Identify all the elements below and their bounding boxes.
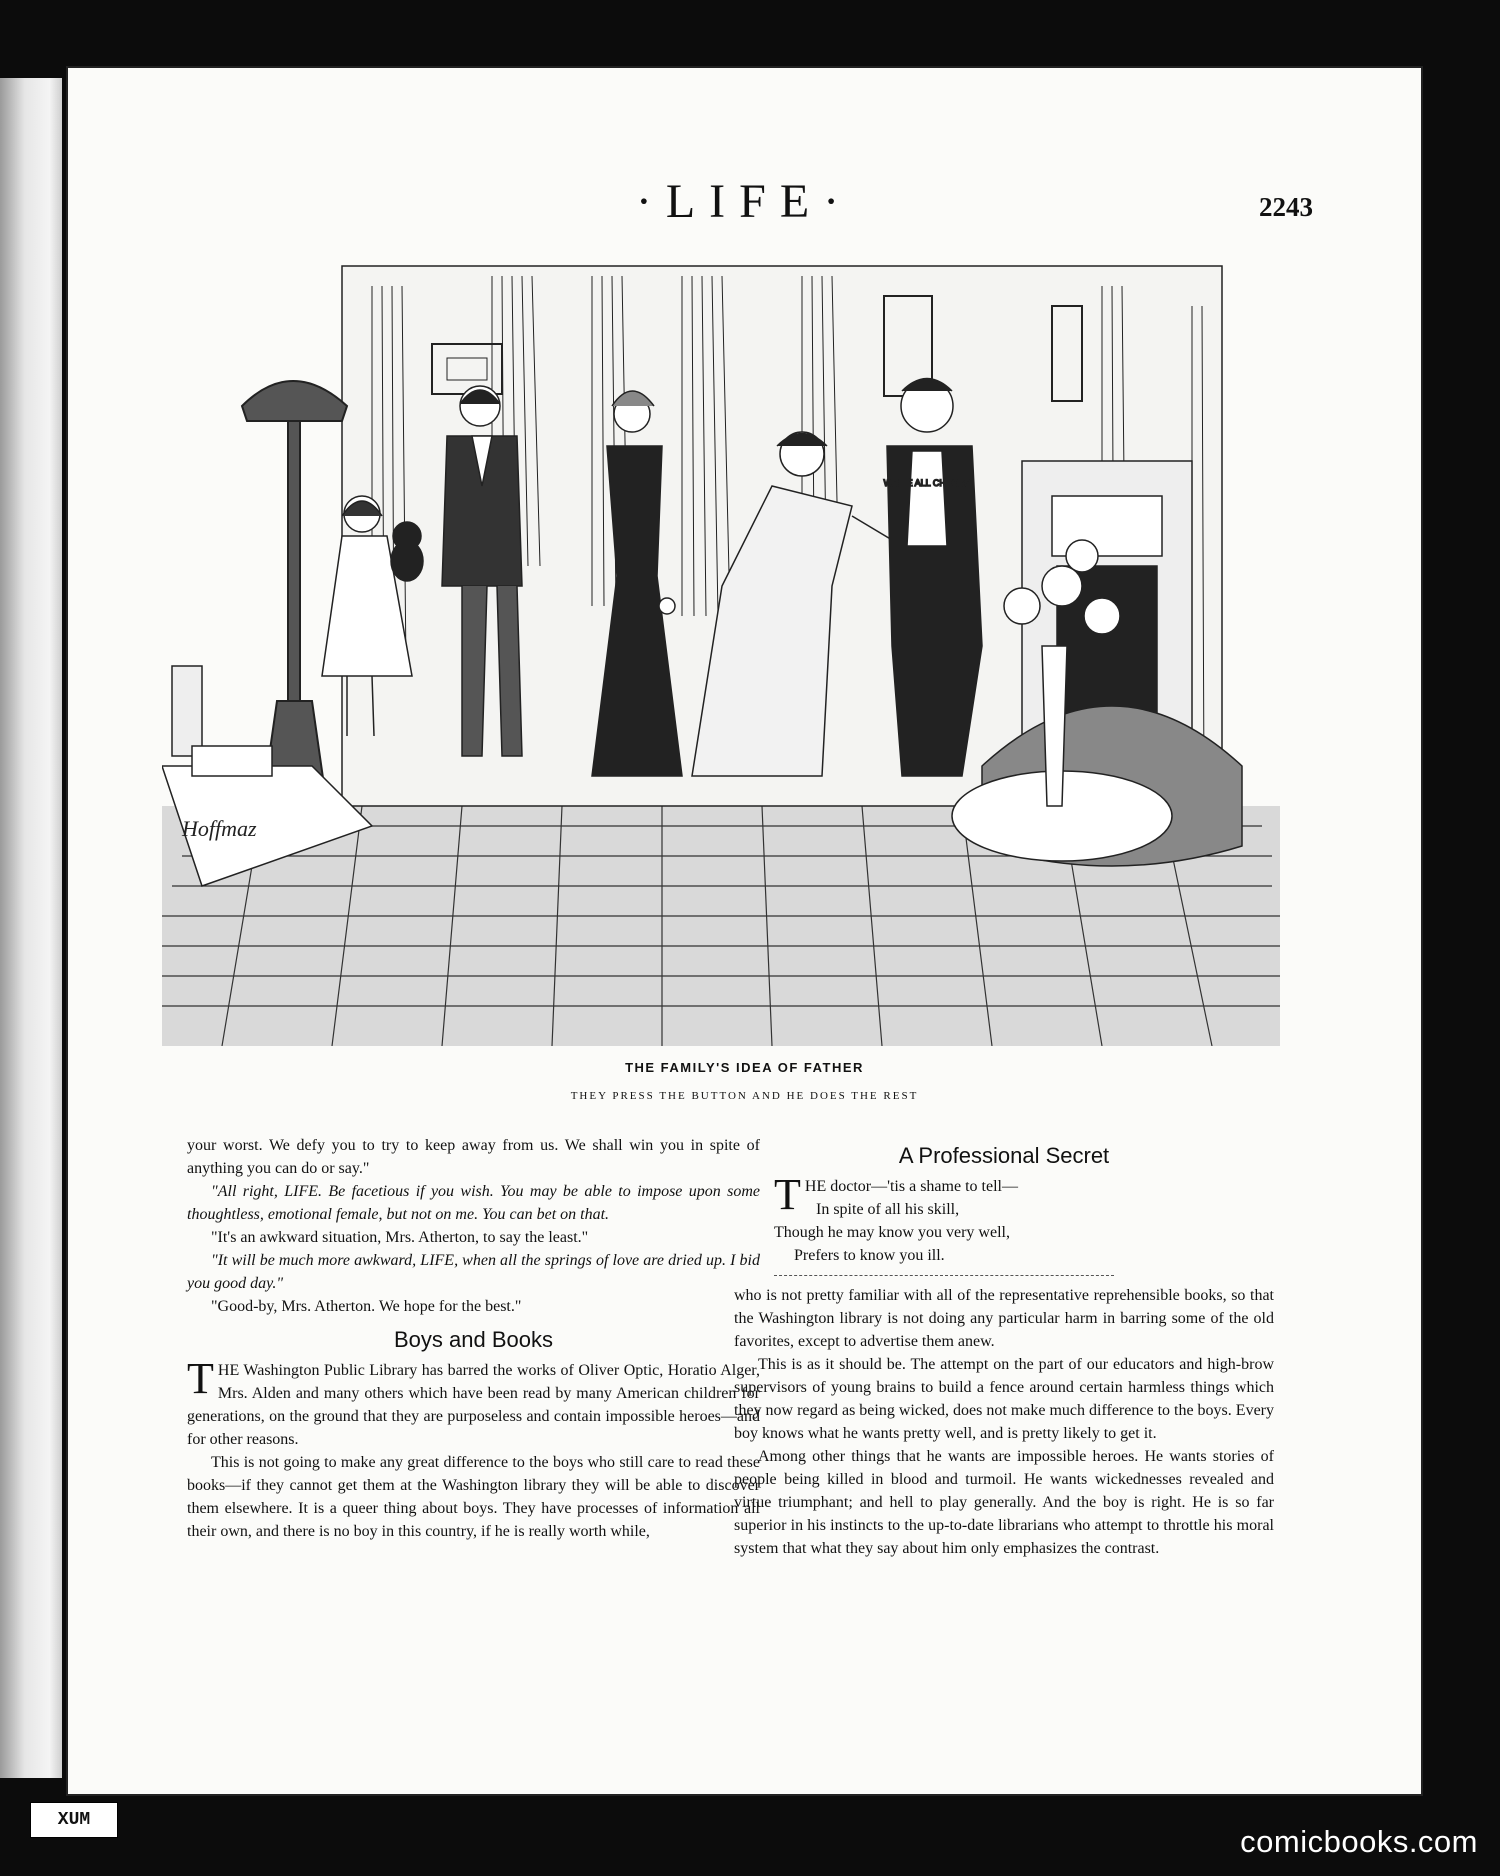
- paragraph: Among other things that he wants are impossible heroes. He wants stories of people being killed in blood and turmoil. He wants wickednesses revealed and virtue triumphant; and hell to play generally. And the boy is right. He is so far superior in his instincts to the up-to-date librarians who attempt to throttle his moral system that what they say about him only emphasizes the contrast.: [734, 1448, 1274, 1557]
- illustration-subcaption: THEY PRESS THE BUTTON AND HE DOES THE REST: [570, 1090, 919, 1102]
- paragraph: This is as it should be. The attempt on the part of our educators and high-brow supervisors of young brains to build a fence around certain harmless things which they now regard as being wicked, does not make much difference to the boys. Every boy knows what he wants pretty well, and is pretty likely to get it.: [734, 1356, 1274, 1442]
- floor-lamp: [242, 381, 347, 806]
- poem-line: In spite of all his skill,: [816, 1201, 960, 1218]
- article-heading-boys-and-books: Boys and Books: [394, 1327, 553, 1352]
- divider: [774, 1275, 1114, 1276]
- poem-heading-a-professional-secret: A Professional Secret: [898, 1143, 1110, 1168]
- paragraph: "All right, LIFE. Be facetious if you wish. You may be able to impose upon some thoughtless, emotional female, but not on me. You can bet on that.: [187, 1183, 760, 1223]
- archive-stamp: XUM: [30, 1802, 118, 1838]
- masthead-title: ·LIFE·: [635, 175, 854, 228]
- right-column: [734, 1134, 1274, 1560]
- paragraph-text: HE Washington Public Library has barred the works of Oliver Optic, Horatio Alger, Mrs. Alden and many others which have been read by many American children for generations, on the ground that they are purposeless and contain impossible heroes—and for other reasons.: [187, 1362, 760, 1448]
- left-column: [187, 1134, 760, 1543]
- paragraph: who is not pretty familiar with all of the representative reprehensible books, so that the Washington library is not doing any particular harm in barring some of the old favorites, except to advertise them anew.: [734, 1287, 1274, 1350]
- poem-line: Prefers to know you ill.: [794, 1247, 945, 1264]
- paragraph: This is not going to make any great difference to the boys who still care to read these books—if they cannot get them at the Washington library they will be able to discover them elsewhere. It is a queer thing about boys. They have processes of information all their own, and there is no boy in this country, if he is really worth while,: [187, 1454, 760, 1540]
- drop-cap: T: [187, 1354, 214, 1403]
- paragraph-with-dropcap: [187, 1354, 760, 1451]
- shirt-front-text: WRITE ALL CHECKS: [883, 478, 971, 488]
- paragraph: your worst. We defy you to try to keep away from us. We shall win you in spite of anything you can do or say.": [187, 1137, 760, 1177]
- magazine-page: [66, 66, 1423, 1796]
- drop-cap: T: [774, 1170, 801, 1219]
- paragraph: "It will be much more awkward, LIFE, when all the springs of love are dried up. I bid you good day.": [187, 1252, 760, 1292]
- illustration-caption: THE FAMILY'S IDEA OF FATHER: [625, 1060, 864, 1075]
- poem-line: Though he may know you very well,: [774, 1224, 1010, 1241]
- paragraph: "It's an awkward situation, Mrs. Atherton, to say the least.": [211, 1229, 589, 1246]
- poem: [774, 1170, 1274, 1267]
- page-number: 2243: [1259, 192, 1313, 222]
- watermark-text: comicbooks.com: [1240, 1824, 1478, 1859]
- paragraph: "Good-by, Mrs. Atherton. We hope for the best.": [211, 1298, 522, 1315]
- cartoon-illustration: [162, 246, 1280, 1046]
- artist-signature: Hoffmaz: [182, 816, 257, 841]
- facing-page-edge: [0, 78, 62, 1778]
- poem-line: THE doctor—'tis a shame to tell—: [774, 1170, 1018, 1219]
